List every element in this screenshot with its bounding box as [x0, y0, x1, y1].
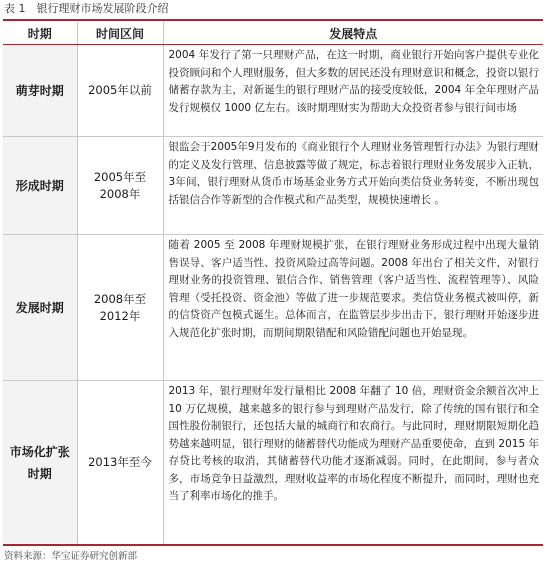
range-cell: 2005年以前	[77, 45, 163, 137]
header-features: 发展特点	[163, 22, 543, 45]
header-period: 时期	[3, 22, 77, 45]
table-row	[3, 45, 543, 137]
features-cell: 2004 年发行了第一只理财产品，在这一时期，商业银行开始向客户提供专业化投资顾问和个人理财服务，但大多数的居民还没有理财意识和概念，投资以银行储蓄存款为主，对新诞生的银行理财产品的接受度较低，2004 年全年理财产品发行规模仅 1000 亿左右。该时期理财实为帮助大众投资者参与银行间市场	[163, 45, 543, 137]
features-cell: 2013 年，银行理财年发行量相比 2008 年翻了 10 倍，理财资金余额首次冲上 10 万亿规模，越来越多的银行参与到理财产品发行，除了传统的国有银行和全国性股份制银行，还包括大量的城商行和农商行。与此同时，理财期限短期化趋势越来越明显，银行理财的储蓄替代功能成为理财产品重要使命，直到 2015 年存贷比考核的取消，其储蓄替代功能才逐渐减弱。同时，在此期间，参与者众多，市场竞争日益激烈，理财收益率的市场化程度不断提升，而同时，理财也充当了利率市场化的推手。	[163, 381, 543, 546]
stage-cell: 市场化扩张时期	[3, 381, 77, 546]
table-title: 表 1 银行理财市场发展阶段介绍	[4, 2, 169, 15]
source-note: 资料来源：华宝证券研究创新部	[4, 551, 138, 562]
table-row	[3, 381, 543, 546]
features-cell: 银监会于2005年9月发布的《商业银行个人理财业务管理暂行办法》为银行理财的定义及发行管理、信息披露等做了规定，标志着银行理财业务发展步入正轨，3年间，银行理财从货币市场基金业务方式开始向类信贷业务转变，不断出现包括银信合作等新型的合作模式和产品类型，规模快速增长 。	[163, 137, 543, 235]
header-row	[3, 22, 543, 45]
stage-cell: 萌芽时期	[3, 45, 77, 137]
features-cell: 随着 2005 至 2008 年理财规模扩张，在银行理财业务形成过程中出现大量销售误导、客户适当性、投资风险过高等问题。2008 年出台了相关文件，对银行理财业务的投资管理、银信合作、销售管理（客户适当性、流程管理等）、风险管理（受托投资、资金池）等做了进一步规范要求。类信贷业务模式被叫停，新的信贷资产包模式诞生。总体而言，在监管层步步出击下，银行理财开始逐步进入规范化扩张时期，而期间期限错配和风险错配问题也开始显现。	[163, 235, 543, 381]
range-cell: 2013年至今	[77, 381, 163, 546]
range-cell: 2008年至2012年	[77, 235, 163, 381]
table-row	[3, 235, 543, 381]
table-row	[3, 137, 543, 235]
stage-cell: 发展时期	[3, 235, 77, 381]
header-time-range: 时间区间	[77, 22, 163, 45]
development-stage-table	[3, 22, 543, 546]
title-divider	[3, 19, 543, 21]
range-cell: 2005年至2008年	[77, 137, 163, 235]
stage-cell: 形成时期	[3, 137, 77, 235]
